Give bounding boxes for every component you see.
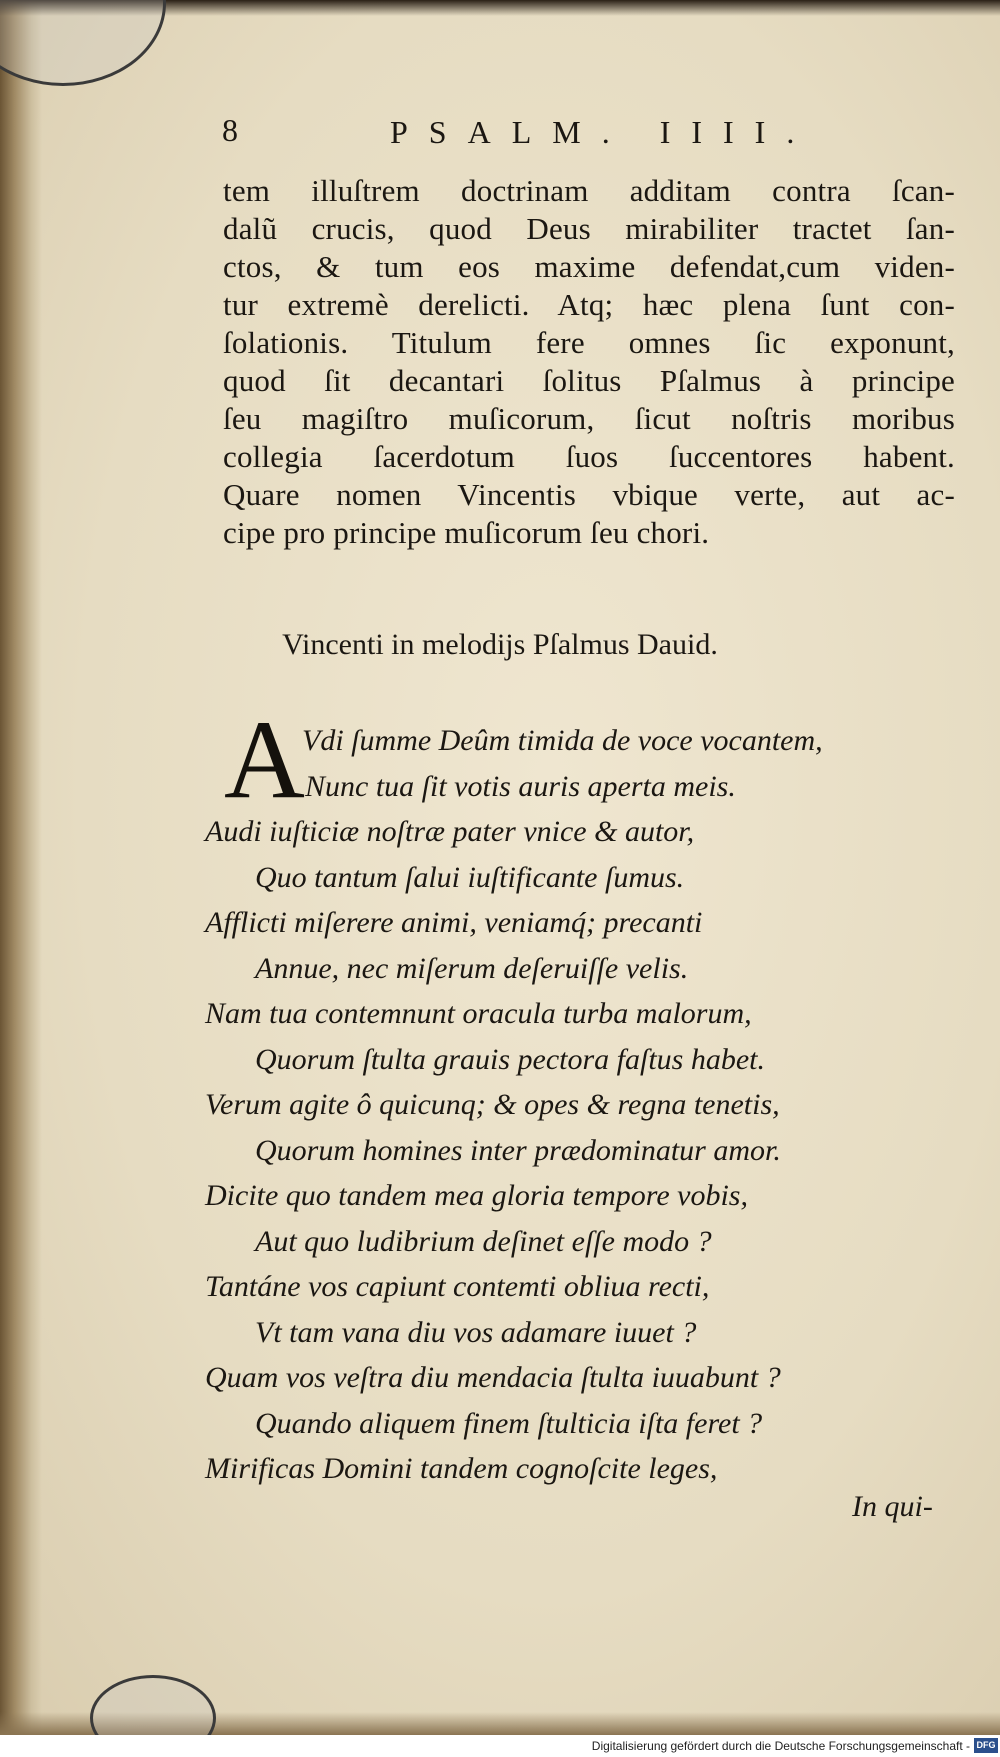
running-title: PSALM. IIII. <box>390 114 816 150</box>
prose-line: collegia ſacerdotum ſuos ſuccentores habent. <box>223 439 955 474</box>
verse-line: Nam tua contemnunt oracula turba malorum, <box>205 997 752 1030</box>
prose-line: dalũ crucis, quod Deus mirabiliter tractet ſan- <box>223 211 955 246</box>
prose-line: ſolationis. Titulum fere omnes ſic exponunt, <box>223 325 955 360</box>
verse-line: Aut quo ludibrium deſinet eſſe modo ? <box>255 1224 712 1258</box>
prose-line: tur extremè derelicti. Atq; hæc plena ſunt con- <box>223 287 955 322</box>
verse-line: Dicite quo tandem mea gloria tempore vobis, <box>205 1179 748 1212</box>
prose-line: quod ſit decantari ſolitus Pſalmus à principe <box>223 363 955 398</box>
funding-notice: Digitalisierung gefördert durch die Deutsche Forschungsgemeinschaft - <box>591 1739 970 1753</box>
verse-line: Verum agite ô quicunq; & opes & regna tenetis, <box>205 1088 780 1121</box>
prose-line: ſeu magiſtro muſicorum, ſicut noſtris moribus <box>223 401 955 436</box>
page-number: 8 <box>222 112 238 148</box>
verse-line: Vdi ſumme Deûm timida de voce vocantem, <box>302 724 823 757</box>
verse-line: Quando aliquem finem ſtulticia iſta feret ? <box>255 1406 763 1440</box>
prose-line: ctos, & tum eos maxime defendat,cum viden- <box>223 249 955 284</box>
page-header <box>222 112 822 156</box>
drop-cap: A <box>224 698 305 822</box>
verse-line: Quo tantum ſalui iuſtificante ſumus. <box>255 860 685 894</box>
digitization-footer <box>0 1735 1000 1757</box>
psalm-heading: Vincenti in melodijs Pſalmus Dauid. <box>282 628 718 661</box>
verse-block <box>205 718 965 1492</box>
verse-line: Mirificas Domini tandem cognoſcite leges, <box>205 1452 718 1485</box>
book-gutter <box>0 0 42 1735</box>
verse-line: Vt tam vana diu vos adamare iuuet ? <box>255 1315 697 1349</box>
prose-line: tem illuſtrem doctrinam additam contra ſcan- <box>223 173 955 208</box>
prose-line: cipe pro principe muſicorum ſeu chori. <box>223 515 710 550</box>
verse-line: Tantáne vos capiunt contemti obliua recti, <box>205 1270 710 1303</box>
verse-line: Quam vos veſtra diu mendacia ſtulta iuuabunt ? <box>205 1361 781 1394</box>
verse-line: Afflicti miſerere animi, veniamq́; precanti <box>205 906 703 939</box>
dfg-logo: DFG <box>974 1738 998 1753</box>
prose-line: Quare nomen Vincentis vbique verte, aut ac- <box>223 477 955 512</box>
verse-line: Nunc tua ſit votis auris aperta meis. <box>305 769 736 803</box>
verse-line: Annue, nec miſerum deſeruiſſe velis. <box>255 951 689 985</box>
verse-line: Audi iuſticiæ noſtræ pater vnice & autor, <box>205 815 695 848</box>
verse-line: Quorum ſtulta grauis pectora faſtus habet. <box>255 1042 765 1076</box>
commentary-paragraph <box>223 172 955 552</box>
catchword: In qui- <box>852 1490 933 1523</box>
verse-line: Quorum homines inter prædominatur amor. <box>255 1133 781 1167</box>
